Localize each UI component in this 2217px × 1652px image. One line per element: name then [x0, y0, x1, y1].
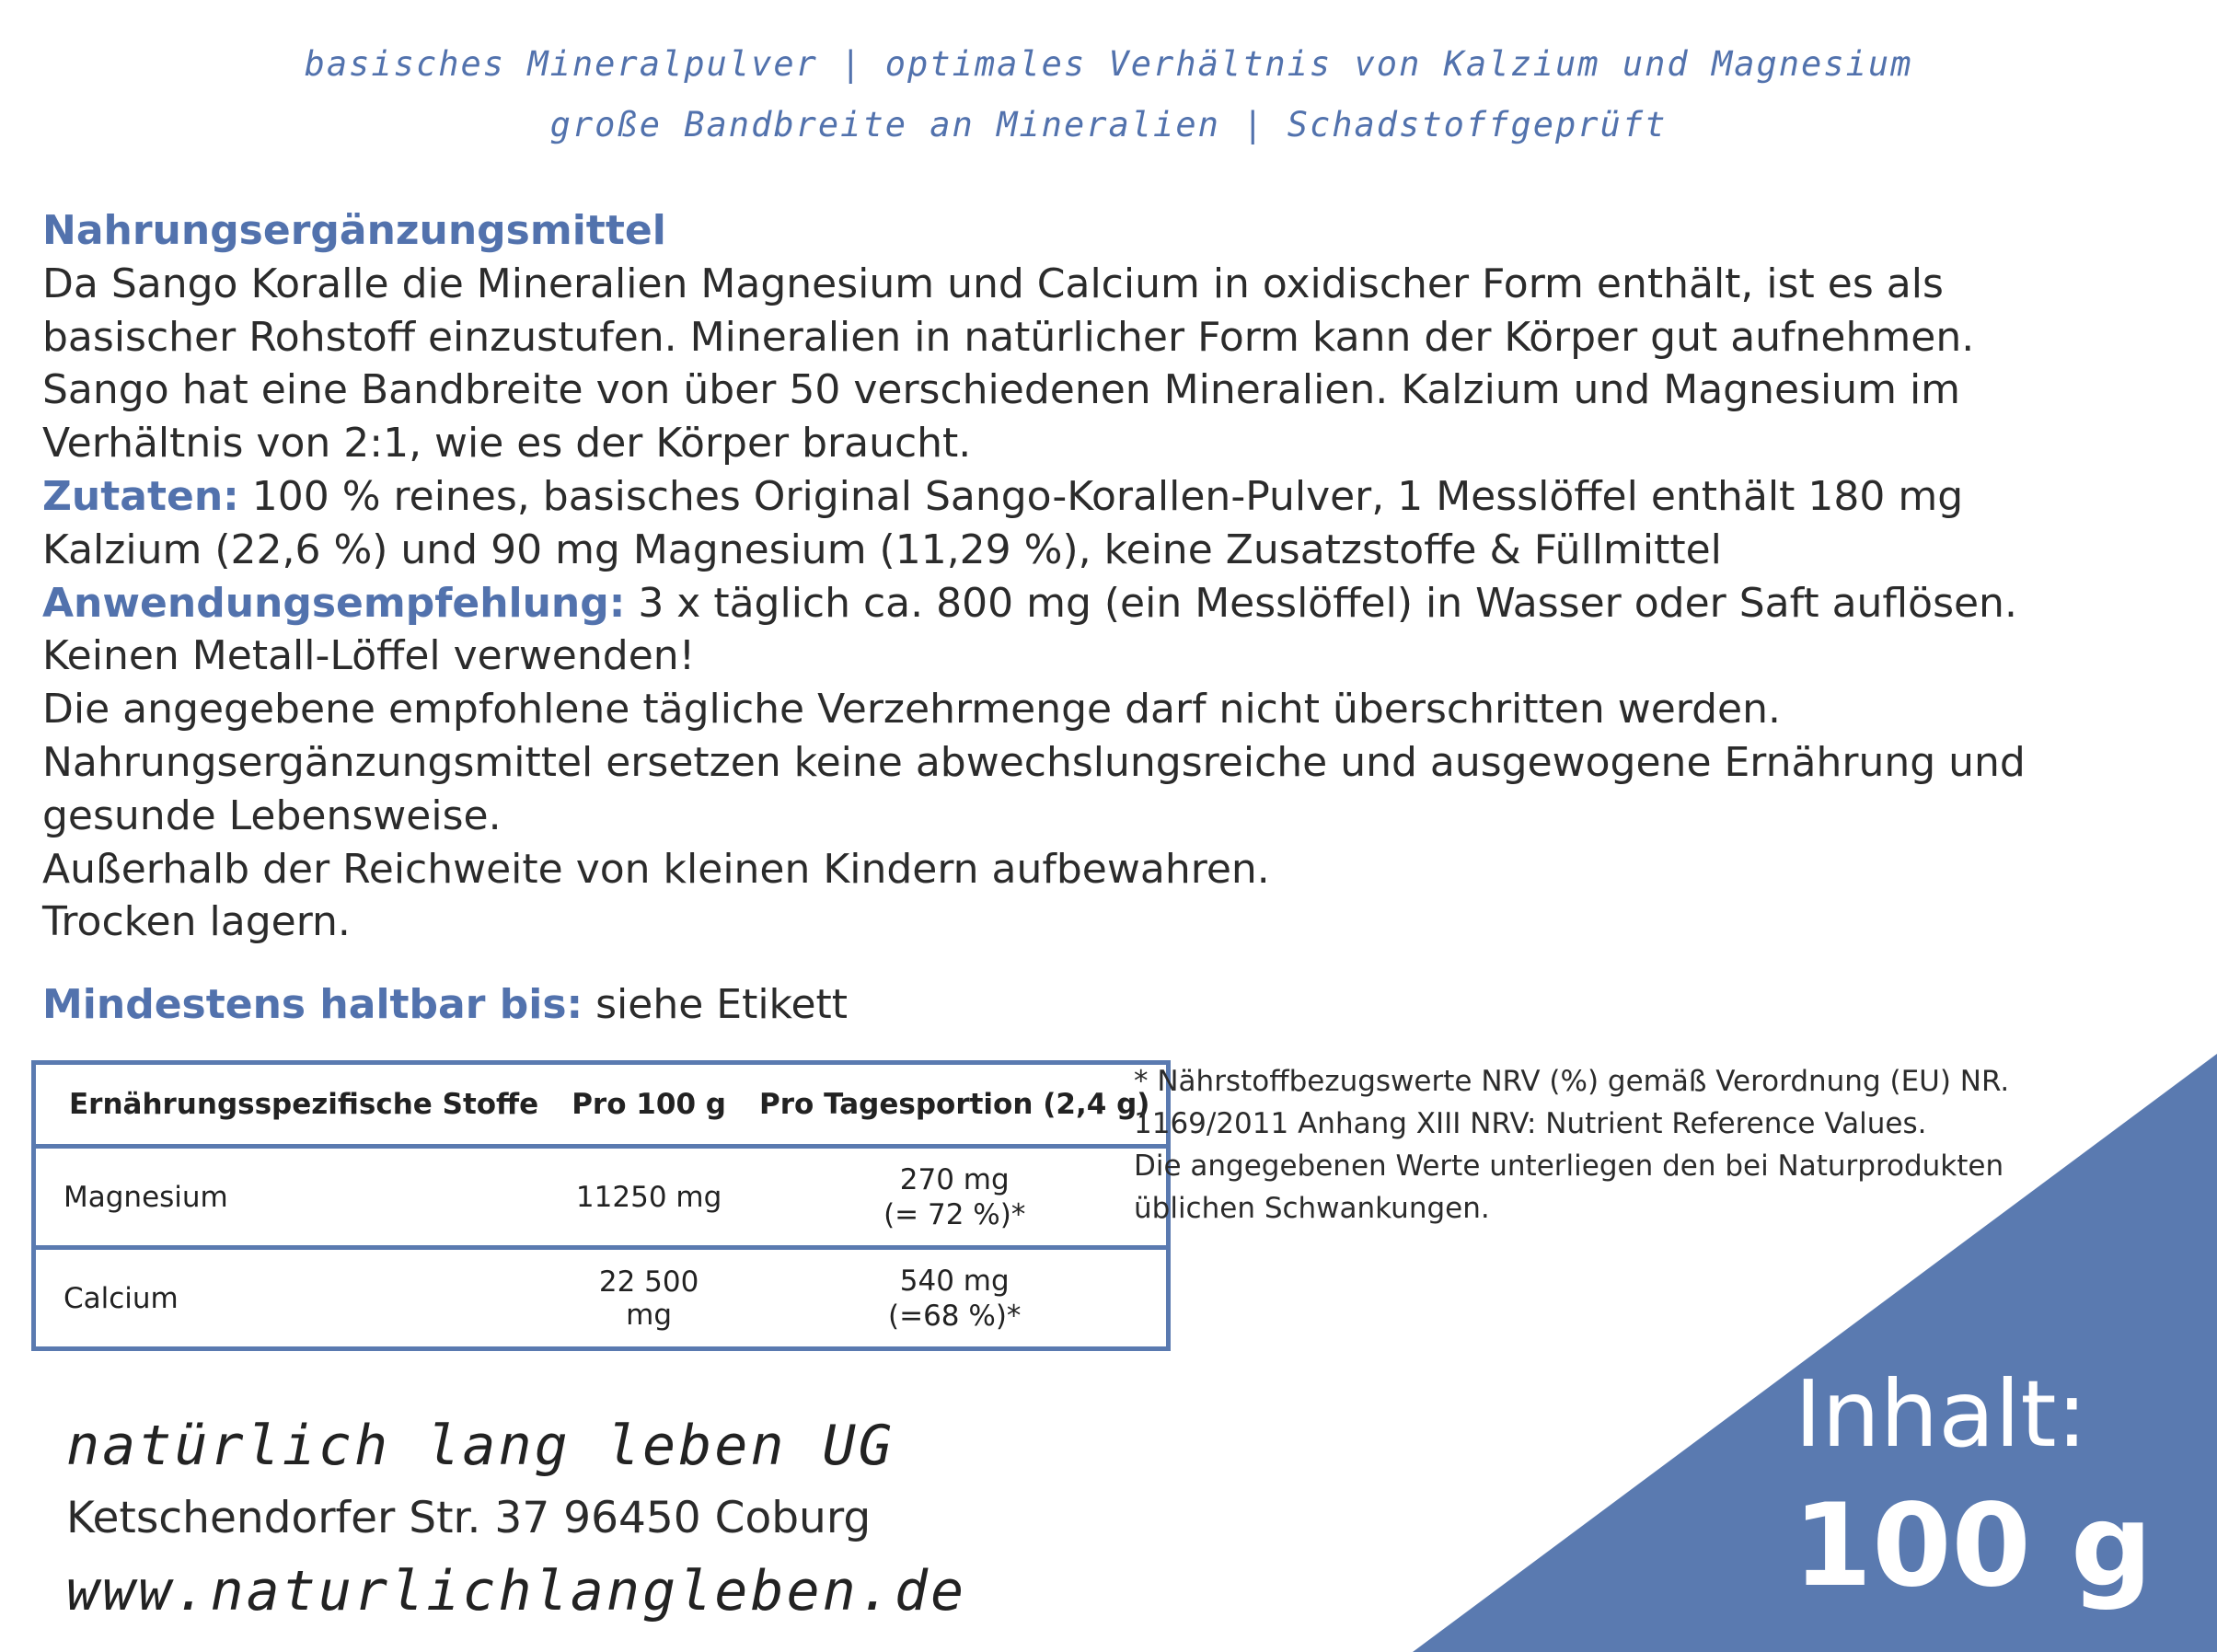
- content-value: 100 g: [1793, 1480, 2153, 1612]
- best-before-value: siehe Etikett: [583, 981, 849, 1028]
- usage-warning: Keinen Metall-Löffel verwenden!: [42, 632, 696, 680]
- best-before-label: Mindestens haltbar bis:: [42, 981, 583, 1028]
- header-per-daily-portion: Pro Tagesportion (2,4 g): [759, 1088, 1150, 1121]
- company-address: Ketschendorfer Str. 37 96450 Coburg: [66, 1493, 872, 1543]
- tagline-line-2: große Bandbreite an Mineralien | Schadstoffgeprüft: [549, 105, 1668, 144]
- row-daily-nrv: (=68 %)*: [888, 1299, 1022, 1333]
- tagline-line-1: basisches Mineralpulver | optimales Verhältnis von Kalzium und Magnesium: [304, 44, 1913, 84]
- row-name: Calcium: [34, 1248, 556, 1349]
- content-label: Inhalt:: [1795, 1360, 2088, 1468]
- row-daily-nrv: (= 72 %)*: [883, 1197, 1026, 1231]
- note-children: Außerhalb der Reichweite von kleinen Kindern aufbewahren.: [42, 845, 1270, 893]
- header-substance: Ernährungsspezifische Stoffe: [69, 1088, 539, 1121]
- company-name: natürlich lang leben UG: [66, 1414, 895, 1478]
- footnote-line-1: * Nährstoffbezugswerte NRV (%) gemäß Verordnung (EU) NR. 1169/2011 Anhang XIII NRV: Nutrient Reference Values.: [1134, 1065, 2010, 1140]
- row-daily: [743, 1147, 1169, 1248]
- note-balanced-diet: Nahrungsergänzungsmittel ersetzen keine abwechslungsreiche und ausgewogene Ernährung und gesunde Lebensweise.: [42, 738, 2026, 839]
- usage-paragraph: [42, 577, 2067, 630]
- row-daily: [743, 1248, 1169, 1349]
- product-description: [42, 204, 2067, 949]
- ingredients-paragraph: [42, 470, 2067, 577]
- note-max-dose: Die angegebene empfohlene tägliche Verzehrmenge darf nicht überschritten werden.: [42, 686, 1781, 734]
- table-row: [34, 1147, 1169, 1248]
- description-text: Da Sango Koralle die Mineralien Magnesium und Calcium in oxidischer Form enthält, ist es als basischer Rohstoff einzustufen. Mineralien in natürlicher Form kann der Körper gut aufnehmen. Sango hat eine Bandbreite von über 50 verschiedenen Mineralien. Kalzium und Magnesium im Verhältnis von 2:1, wie es der Körper braucht.: [42, 260, 1975, 468]
- row-per100: 22 500 mg: [555, 1248, 743, 1349]
- table-row: [34, 1248, 1169, 1349]
- best-before: [42, 981, 848, 1028]
- note-storage: Trocken lagern.: [42, 898, 351, 946]
- row-daily-amount: 540 mg: [899, 1264, 1010, 1298]
- company-website: www.naturlichlangleben.de: [66, 1559, 967, 1623]
- row-daily-amount: 270 mg: [899, 1162, 1010, 1196]
- row-name: Magnesium: [34, 1147, 556, 1248]
- usage-text: 3 x täglich ca. 800 mg (ein Messlöffel) in Wasser oder Saft auflösen.: [625, 579, 2017, 627]
- table-header-row: [34, 1063, 1169, 1147]
- header-per-100g: Pro 100 g: [572, 1088, 726, 1121]
- usage-label: Anwendungsempfehlung:: [42, 579, 626, 627]
- row-per100: 11250 mg: [555, 1147, 743, 1248]
- ingredients-text: 100 % reines, basisches Original Sango-Korallen-Pulver, 1 Messlöffel enthält 180 mg Kalzium (22,6 %) und 90 mg Magnesium (11,29 %), keine Zusatzstoffe & Füllmittel: [42, 472, 1964, 573]
- ingredients-label: Zutaten:: [42, 472, 239, 520]
- nutrition-table: [31, 1060, 1171, 1351]
- nrv-footnote: [1134, 1060, 2036, 1230]
- footnote-line-2: Die angegebenen Werte unterliegen den bei Naturprodukten üblichen Schwankungen.: [1134, 1149, 2004, 1225]
- description-heading: Nahrungsergänzungsmittel: [42, 207, 666, 254]
